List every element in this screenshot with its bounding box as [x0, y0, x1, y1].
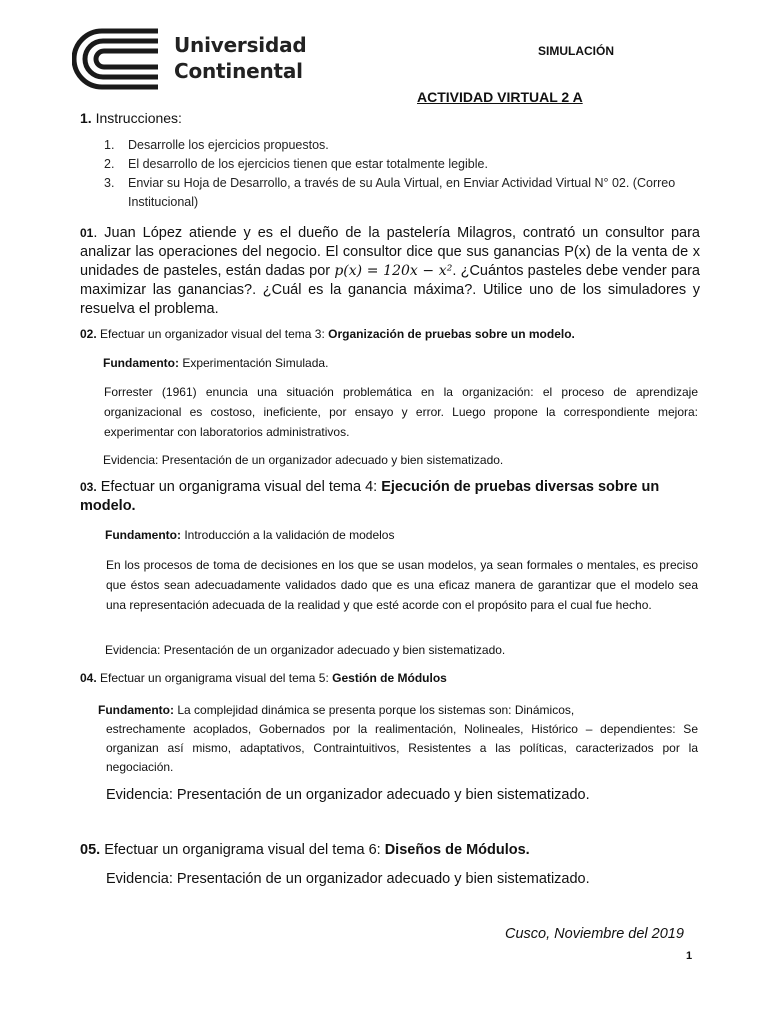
list-item-text: Desarrolle los ejercicios propuestos. — [128, 138, 329, 152]
question-topic: Organización de pruebas sobre un modelo. — [328, 327, 575, 341]
q5-evidence: Evidencia: Presentación de un organizador adecuado y bien sistematizado. — [106, 871, 590, 887]
q3-fundamento — [105, 528, 394, 542]
q2-evidence: Evidencia: Presentación de un organizador adecuado y bien sistematizado. — [103, 453, 504, 467]
university-name-line2: Continental — [174, 59, 303, 83]
fundamento-label: Fundamento: — [105, 528, 181, 542]
question-02 — [80, 327, 700, 341]
question-topic: Diseños de Módulos. — [384, 842, 530, 858]
simulation-label: SIMULACIÓN — [538, 44, 614, 58]
fundamento-text: Introducción a la validación de modelos — [181, 528, 395, 542]
document-date: Cusco, Noviembre del 2019 — [505, 926, 684, 942]
question-03 — [80, 478, 700, 516]
question-01 — [80, 224, 700, 319]
instructions-title: Instrucciones: — [95, 110, 182, 126]
list-item — [104, 136, 704, 155]
question-05 — [80, 842, 530, 858]
fundamento-text: La complejidad dinámica se presenta porque los sistemas son: Dinámicos, — [174, 703, 575, 717]
question-text: Efectuar un organigrama visual del tema 5: — [96, 671, 333, 685]
q2-fundamento — [103, 356, 328, 370]
list-item-text: Enviar su Hoja de Desarrollo, a través de su Aula Virtual, en Enviar Actividad Virtual N° 02. (Correo Institucional) — [128, 176, 676, 209]
question-number: 04. — [80, 671, 97, 685]
question-text: Efectuar un organigrama visual del tema 6: — [100, 842, 385, 858]
q4-evidence: Evidencia: Presentación de un organizador adecuado y bien sistematizado. — [106, 787, 590, 803]
question-number: 01 — [80, 226, 94, 240]
fundamento-text-continued: estrechamente acoplados, Gobernados por la realimentación, Nolineales, Histórico – dependientes: Se organizan así mismo, adaptativos, Contraintuitivos, Resistentes a las políticas, caracterizados por la negociación. — [106, 722, 698, 774]
instructions-list — [104, 136, 704, 212]
q3-paragraph: En los procesos de toma de decisiones en los que se usan modelos, ya sean formales o mentales, es preciso que éstos sean adecuadamente validados dado que es una eficaz manera de garantizar que el modelo sea una representación adecuada de la realidad y que esté acorde con el propósito para el cual fue hecho. — [106, 558, 698, 612]
university-name — [174, 32, 307, 84]
question-number: 03. — [80, 480, 97, 494]
university-logo — [72, 28, 312, 88]
question-topic: Gestión de Módulos — [332, 671, 447, 685]
instructions-number: 1. — [80, 110, 92, 126]
question-text-continued: . ¿Cuántos pasteles debe vender para maximizar las ganancias?. ¿Cuál es la ganancia máxima?. Utilice uno de los simuladores y resuelva el problema. — [80, 263, 700, 317]
list-item-number: 1. — [104, 138, 115, 152]
list-item-number: 3. — [104, 176, 115, 190]
q3-evidence: Evidencia: Presentación de un organizador adecuado y bien sistematizado. — [105, 643, 506, 657]
list-item — [104, 155, 704, 174]
list-item — [104, 174, 704, 212]
list-item-text: El desarrollo de los ejercicios tienen que estar totalmente legible. — [128, 157, 488, 171]
university-name-line1: Universidad — [174, 33, 307, 57]
fundamento-label: Fundamento: — [98, 703, 174, 717]
instructions-heading — [80, 110, 182, 126]
continental-logo-icon — [72, 28, 162, 90]
question-number: 02. — [80, 327, 97, 341]
question-topic: Ejecución de pruebas diversas sobre un modelo. — [80, 479, 660, 514]
fundamento-text: Experimentación Simulada. — [179, 356, 329, 370]
question-text: Efectuar un organigrama visual del tema 4: — [100, 479, 382, 495]
question-04 — [80, 671, 447, 685]
q2-paragraph: Forrester (1961) enuncia una situación problemática en la organización: el proceso de aprendizaje organizacional es costoso, ineficiente, por ensayo y error. Luego propone la correspondiente mejora: experimentar con laboratorios administrativos. — [104, 385, 698, 439]
question-text: Efectuar un organizador visual del tema 3: — [96, 327, 329, 341]
profit-formula: p(x) = 120x − x² — [334, 263, 453, 279]
q4-fundamento — [98, 701, 698, 777]
question-text: . Juan López atiende y es el dueño de la pastelería Milagros, contrató un consultor para analizar las operaciones del negocio. El consultor dice que sus ganancias P(x) de la venta de x unidades de pasteles, están dadas por — [80, 225, 700, 279]
activity-title: ACTIVIDAD VIRTUAL 2 A — [417, 89, 583, 105]
fundamento-label: Fundamento: — [103, 356, 179, 370]
question-number: 05. — [80, 842, 101, 858]
page-number: 1 — [686, 950, 693, 962]
list-item-number: 2. — [104, 157, 115, 171]
